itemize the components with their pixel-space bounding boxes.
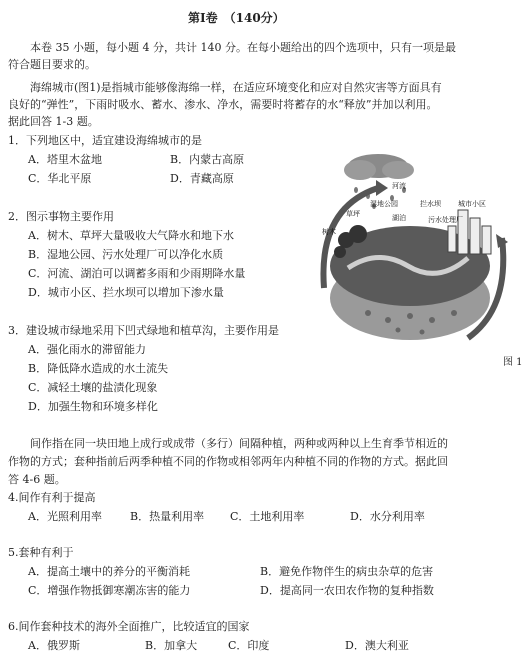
q4-option-b: B．热量利用率	[130, 510, 205, 523]
q2-option-d: D．城市小区、拦水坝可以增加下渗水量	[28, 286, 224, 299]
q1-stem: 1．下列地区中，适宜建设海绵城市的是	[8, 134, 202, 147]
cloud-icon	[344, 154, 414, 180]
q1-option-a: A．塔里木盆地	[28, 153, 102, 166]
instructions-line-1: 本卷 35 小题，每小题 4 分，共计 140 分。在每小题给出的四个选项中，只有一项是最	[30, 41, 456, 54]
passage1-line-1: 海绵城市(图1)是指城市能够像海绵一样，在适应环境变化和应对自然灾害等方面具有	[30, 81, 442, 94]
arrow-head-left	[376, 180, 388, 196]
label-lawn: 草坪	[346, 210, 360, 218]
q4-option-d: D．水分利用率	[350, 510, 425, 523]
q6-stem: 6.间作套种技术的海外全面推广，比较适宜的国家	[8, 620, 250, 633]
q4-option-a: A．光照利用率	[28, 510, 102, 523]
figure-caption: 图 1	[503, 357, 523, 368]
q2-stem: 2．图示事物主要作用	[8, 210, 114, 223]
label-lake: 湖泊	[392, 214, 406, 222]
q1-option-b: B．内蒙古高原	[170, 153, 245, 166]
q6-option-c: C．印度	[228, 639, 270, 652]
q5-option-c: C．增强作物抵御寒潮冻害的能力	[28, 584, 191, 597]
label-city-community: 城市小区	[458, 200, 486, 208]
passage2-line-2: 作物的方式；套种指前后两季种植不同的作物或相邻两年内种植不同的作物的方式。据此回	[8, 455, 448, 468]
sponge-city-diagram	[318, 148, 508, 358]
label-trees: 树木	[322, 228, 336, 236]
q5-option-a: A．提高土壤中的养分的平衡消耗	[28, 565, 190, 578]
q6-option-d: D．澳大利亚	[345, 639, 409, 652]
label-river: 河流	[392, 182, 406, 190]
label-dam: 拦水坝	[420, 200, 441, 208]
q2-option-a: A．树木、草坪大量吸收大气降水和地下水	[28, 229, 234, 242]
q2-option-c: C．河流、湖泊可以调蓄多雨和少雨期降水量	[28, 267, 246, 280]
q5-option-d: D．提高同一农田农作物的复种指数	[260, 584, 434, 597]
q3-option-b: B．降低降水造成的水土流失	[28, 362, 169, 375]
q3-option-d: D．加强生物和环境多样化	[28, 400, 158, 413]
instructions-line-2: 符合题目要求的。	[8, 58, 96, 71]
q3-option-c: C．减轻土壤的盐渍化现象	[28, 381, 158, 394]
passage2-line-3: 答 4-6 题。	[8, 473, 66, 486]
q4-option-c: C．土地利用率	[230, 510, 305, 523]
passage1-line-3: 据此回答 1-3 题。	[8, 115, 99, 128]
q1-option-c: C．华北平原	[28, 172, 92, 185]
label-sewage-plant: 污水处理厂	[428, 216, 463, 224]
q5-stem: 5.套种有利于	[8, 546, 74, 559]
label-wetland-park: 湿地公园	[370, 200, 398, 208]
q2-option-b: B．湿地公园、污水处理厂可以净化水质	[28, 248, 224, 261]
passage2-line-1: 间作指在同一块田地上成行或成带（多行）间隔种植，两种或两种以上生育季节相近的	[30, 437, 448, 450]
q6-option-b: B．加拿大	[145, 639, 198, 652]
q3-option-a: A．强化雨水的滞留能力	[28, 343, 146, 356]
q3-stem: 3．建设城市绿地采用下凹式绿地和植草沟，主要作用是	[8, 324, 279, 337]
passage1-line-2: 良好的“弹性”，下雨时吸水、蓄水、渗水、净水，需要时将蓄存的水“释放”并加以利用。	[8, 98, 438, 111]
q4-stem: 4.间作有利于提高	[8, 491, 96, 504]
q6-option-a: A．俄罗斯	[28, 639, 80, 652]
q1-option-d: D．青藏高原	[170, 172, 234, 185]
q5-option-b: B．避免作物伴生的病虫杂草的危害	[260, 565, 434, 578]
section-title: 第Ⅰ卷 （140分）	[188, 11, 285, 25]
